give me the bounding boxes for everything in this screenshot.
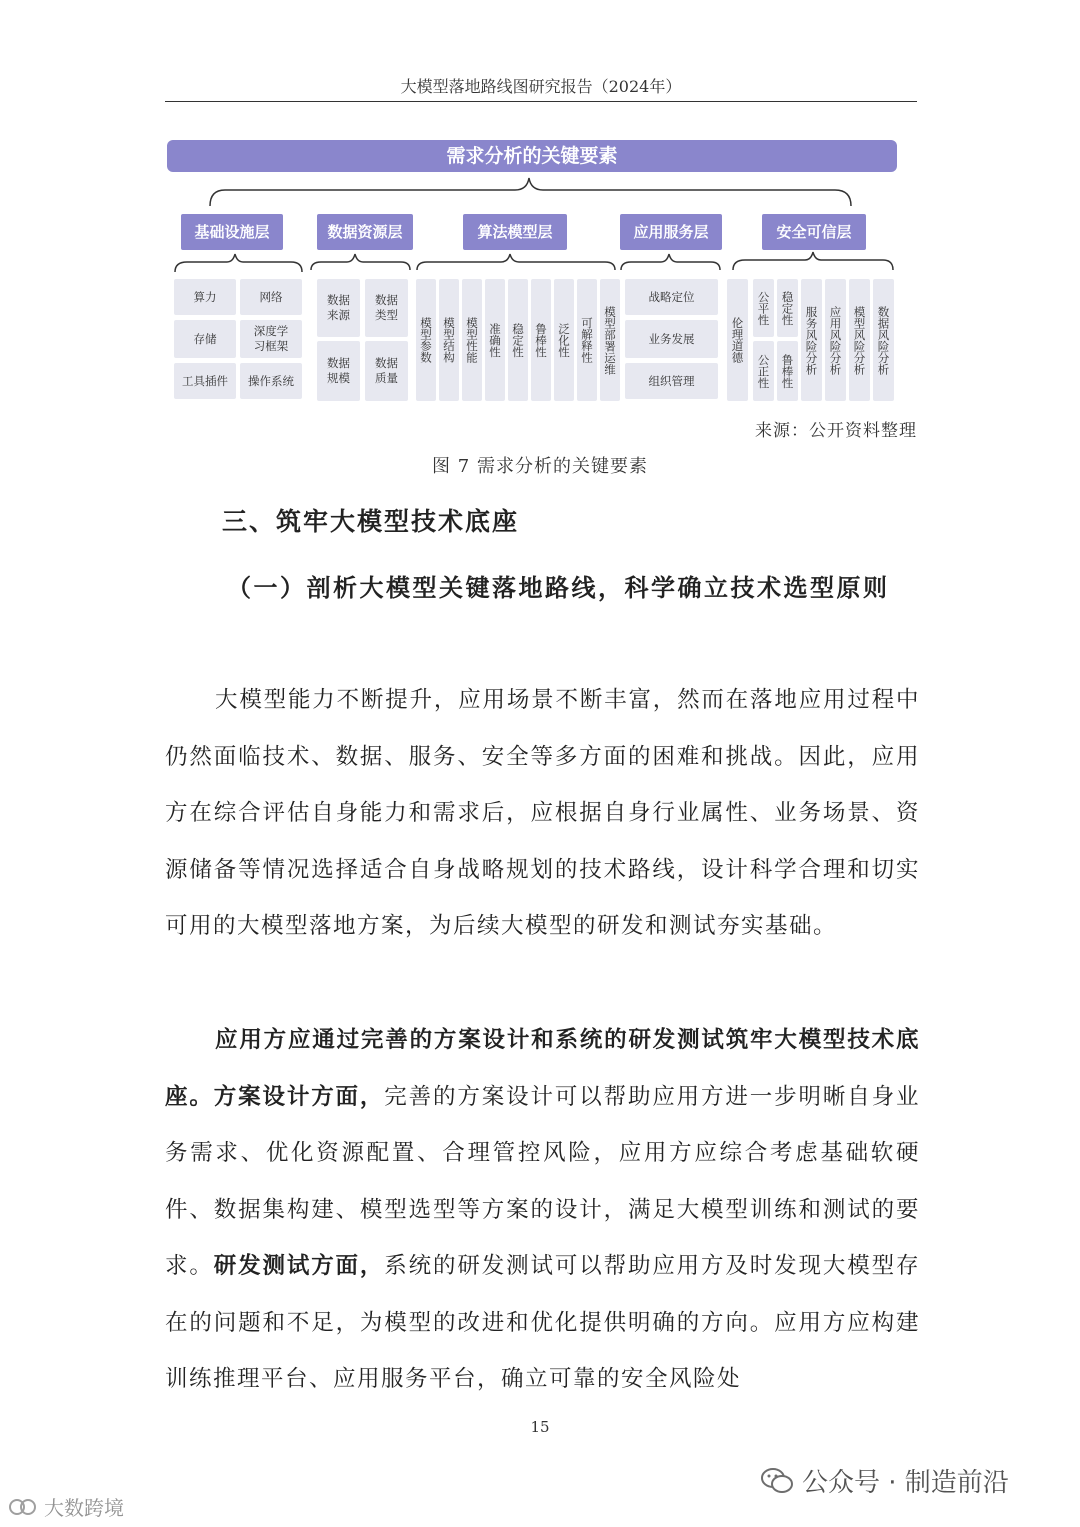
item-sec-stability: 稳定性 xyxy=(777,279,798,337)
item-justice: 公正性 xyxy=(753,341,774,401)
paragraph-1: 大模型能力不断提升，应用场景不断丰富，然而在落地应用过程中仍然面临技术、数据、服务、安全等多方面的困难和挑战。因此，应用方在综合评估自身能力和需求后，应根据自身行业属性、业务场景、资源储备等情况选择适合自身战略规划的技术路线，设计科学合理和切实可用的大模型落地方案，为后续大模型的研发和测试夯实基础。 xyxy=(165,687,920,939)
diagram-banner: 需求分析的关键要素 xyxy=(167,140,897,172)
layer-algorithm-model: 算法模型层 xyxy=(463,214,567,250)
item-sec-robustness: 鲁棒性 xyxy=(777,341,798,401)
item-model-performance: 模型性能 xyxy=(462,279,482,401)
item-robustness: 鲁棒性 xyxy=(531,279,551,401)
layer-security-trust: 安全可信层 xyxy=(762,214,866,250)
item-accuracy: 准确性 xyxy=(485,279,505,401)
item-model-risk: 模型风险分析 xyxy=(849,279,870,401)
item-os: 操作系统 xyxy=(240,363,302,399)
item-tool-plugins: 工具插件 xyxy=(174,363,236,399)
item-dl-framework: 深度学习框架 xyxy=(240,320,302,358)
scheme-design-text: 完善的方案设计可以帮助应用方进一步明晰自身业务需求、优化资源配置、合理管控风险，应用方应综合考虑基础软硬件、数据集构建、模型选型等方案的设计，满足大模型训练和测试的要求。 xyxy=(165,1083,920,1279)
watermark-wechat xyxy=(760,1462,1009,1499)
wechat-icon xyxy=(760,1466,794,1496)
item-data-scale: 数据规模 xyxy=(317,341,360,401)
watermark-left-text: 大数跨境 xyxy=(44,1496,124,1520)
item-strategy: 战略定位 xyxy=(625,279,718,315)
scheme-design-lead: 方案设计方面， xyxy=(213,1083,385,1110)
figure-source: 来源：公开资料整理 xyxy=(755,421,917,441)
layer-application-service: 应用服务层 xyxy=(620,214,722,250)
layer-data-resource: 数据资源层 xyxy=(317,214,413,250)
item-stability: 稳定性 xyxy=(508,279,528,401)
item-data-type: 数据类型 xyxy=(365,279,408,337)
item-org-management: 组织管理 xyxy=(625,363,718,399)
paragraph-2 xyxy=(165,1012,920,1408)
rd-testing-lead: 研发测试方面， xyxy=(213,1253,385,1279)
layer-infrastructure: 基础设施层 xyxy=(181,214,283,250)
item-generalization: 泛化性 xyxy=(554,279,574,401)
item-business: 业务发展 xyxy=(625,320,718,358)
item-model-params: 模型参数 xyxy=(416,279,436,401)
item-application-risk: 应用风险分析 xyxy=(825,279,846,401)
subsection-title: （一）剖析大模型关键落地路线，科学确立技术选型原则 xyxy=(227,574,890,602)
page-number: 15 xyxy=(530,1418,550,1436)
watermark-brand xyxy=(8,1492,124,1521)
item-model-deploy-ops: 模型部署运维 xyxy=(600,279,620,401)
item-explainability: 可解释性 xyxy=(577,279,597,401)
figure-diagram xyxy=(165,140,900,410)
rd-testing-text: 系统的研发测试可以帮助应用方及时发现大模型存在的问题和不足，为模型的改进和优化提供明确的方向。应用方应构建训练推理平台、应用服务平台，确立可靠的安全风险处 xyxy=(165,1253,920,1392)
item-ethics: 伦理道德 xyxy=(727,279,748,401)
item-data-quality: 数据质量 xyxy=(365,341,408,401)
section-title: 三、筑牢大模型技术底座 xyxy=(222,507,520,536)
item-data-risk: 数据风险分析 xyxy=(873,279,894,401)
item-fairness: 公平性 xyxy=(753,279,774,337)
watermark-right-text: 公众号 · 制造前沿 xyxy=(802,1468,1009,1498)
brand-logo-icon xyxy=(8,1497,38,1517)
item-storage: 存储 xyxy=(174,320,236,358)
item-data-source: 数据来源 xyxy=(317,279,360,337)
item-compute: 算力 xyxy=(174,279,236,315)
item-model-structure: 模型结构 xyxy=(439,279,459,401)
figure-caption: 图 7 需求分析的关键要素 xyxy=(432,456,648,477)
running-header: 大模型落地路线图研究报告（2024年） xyxy=(165,74,917,102)
item-network: 网络 xyxy=(240,279,302,315)
paragraph-2-lead: 应用方应通过完善的方案设计和系统的研发测试筑牢大模型技术底座。 xyxy=(165,1027,920,1110)
item-service-risk: 服务风险分析 xyxy=(801,279,822,401)
